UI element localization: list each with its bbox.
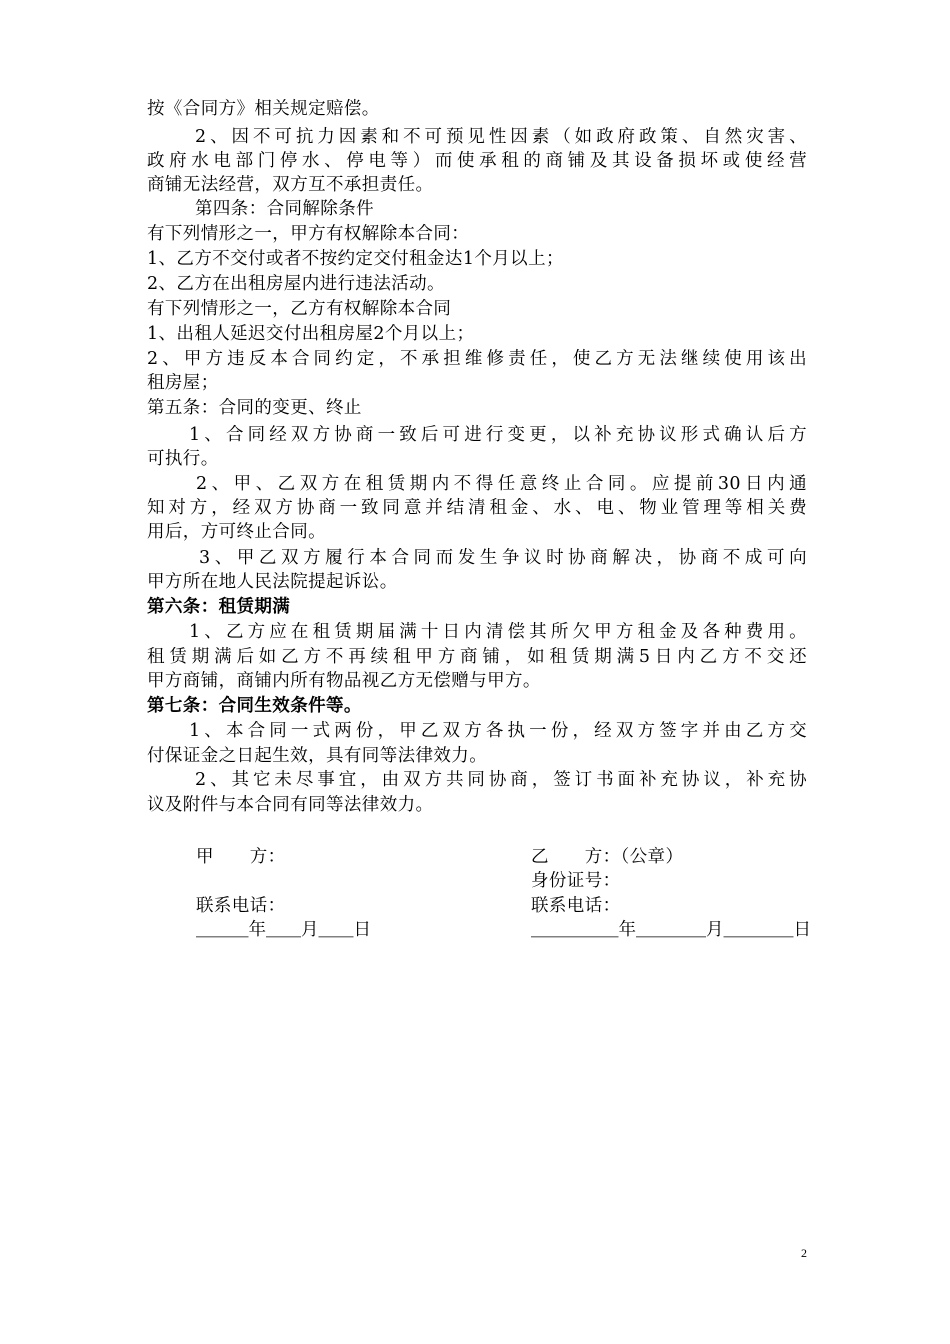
paragraph-line: 2、其它未尽事宜，由双方共同协商，签订书面补充协议，补充协 (195, 770, 807, 790)
paragraph-line: 2、乙方在出租房屋内进行违法活动。 (147, 274, 445, 294)
paragraph-line: 2、因不可抗力因素和不可预见性因素（如政府政策、自然灾害、 (195, 127, 807, 147)
party-b-phone-label: 联系电话： (531, 896, 621, 916)
section-heading: 第七条：合同生效条件等。 (147, 696, 362, 716)
paragraph-line: 有下列情形之一，乙方有权解除本合同 (147, 299, 452, 319)
section-heading: 第六条：租赁期满 (147, 597, 291, 617)
paragraph-line: 可执行。 (147, 449, 219, 469)
paragraph-line: 租房屋； (147, 373, 219, 393)
paragraph-line: 3、甲乙双方履行本合同而发生争议时协商解决，协商不成可向 (199, 548, 807, 568)
party-a-label: 甲 方： (196, 847, 286, 867)
paragraph-line: 甲方商铺，商铺内所有物品视乙方无偿赠与甲方。 (147, 671, 541, 691)
party-b-id-label: 身份证号： (531, 871, 621, 891)
paragraph-line: 1、本合同一式两份，甲乙双方各执一份，经双方签字并由乙方交 (189, 721, 807, 741)
paragraph-line: 政府水电部门停水、停电等）而使承租的商铺及其设备损坏或使经营 (147, 151, 807, 171)
paragraph-line: 用后，方可终止合同。 (147, 522, 326, 542)
party-b-date-line: ＿＿＿＿＿年＿＿＿＿月＿＿＿＿日 (531, 920, 811, 940)
paragraph-line: 付保证金之日起生效，具有同等法律效力。 (147, 746, 488, 766)
paragraph-line: 甲方所在地人民法院提起诉讼。 (147, 572, 398, 592)
paragraph-line: 租赁期满后如乙方不再续租甲方商铺，如租赁期满5日内乙方不交还 (147, 647, 807, 667)
paragraph-line: 1、合同经双方协商一致后可进行变更，以补充协议形式确认后方 (189, 425, 807, 445)
page-number: 2 (801, 1246, 807, 1260)
section-heading: 第四条：合同解除条件 (195, 199, 374, 219)
section-heading: 第五条：合同的变更、终止 (147, 398, 362, 418)
paragraph-line: 知对方，经双方协商一致同意并结清租金、水、电、物业管理等相关费 (147, 498, 807, 518)
paragraph-line: 有下列情形之一，甲方有权解除本合同： (147, 224, 470, 244)
party-a-phone-label: 联系电话： (196, 896, 286, 916)
paragraph-line: 1、乙方应在租赁期届满十日内清偿其所欠甲方租金及各种费用。 (189, 622, 807, 642)
paragraph-line: 按《合同方》相关规定赔偿。 (147, 99, 380, 119)
paragraph-line: 1、乙方不交付或者不按约定交付租金达1个月以上； (147, 249, 564, 269)
paragraph-line: 商铺无法经营，双方互不承担责任。 (147, 175, 434, 195)
paragraph-line: 1、出租人延迟交付出租房屋2个月以上； (147, 324, 475, 344)
party-b-label: 乙 方：（公章） (531, 847, 684, 867)
paragraph-line: 2、甲、乙双方在租赁期内不得任意终止合同。应提前30日内通 (196, 474, 807, 494)
paragraph-line: 2、甲方违反本合同约定，不承担维修责任，使乙方无法继续使用该出 (147, 349, 807, 369)
paragraph-line: 议及附件与本合同有同等法律效力。 (147, 795, 434, 815)
party-a-date-line: ＿＿＿年＿＿月＿＿日 (196, 920, 371, 940)
